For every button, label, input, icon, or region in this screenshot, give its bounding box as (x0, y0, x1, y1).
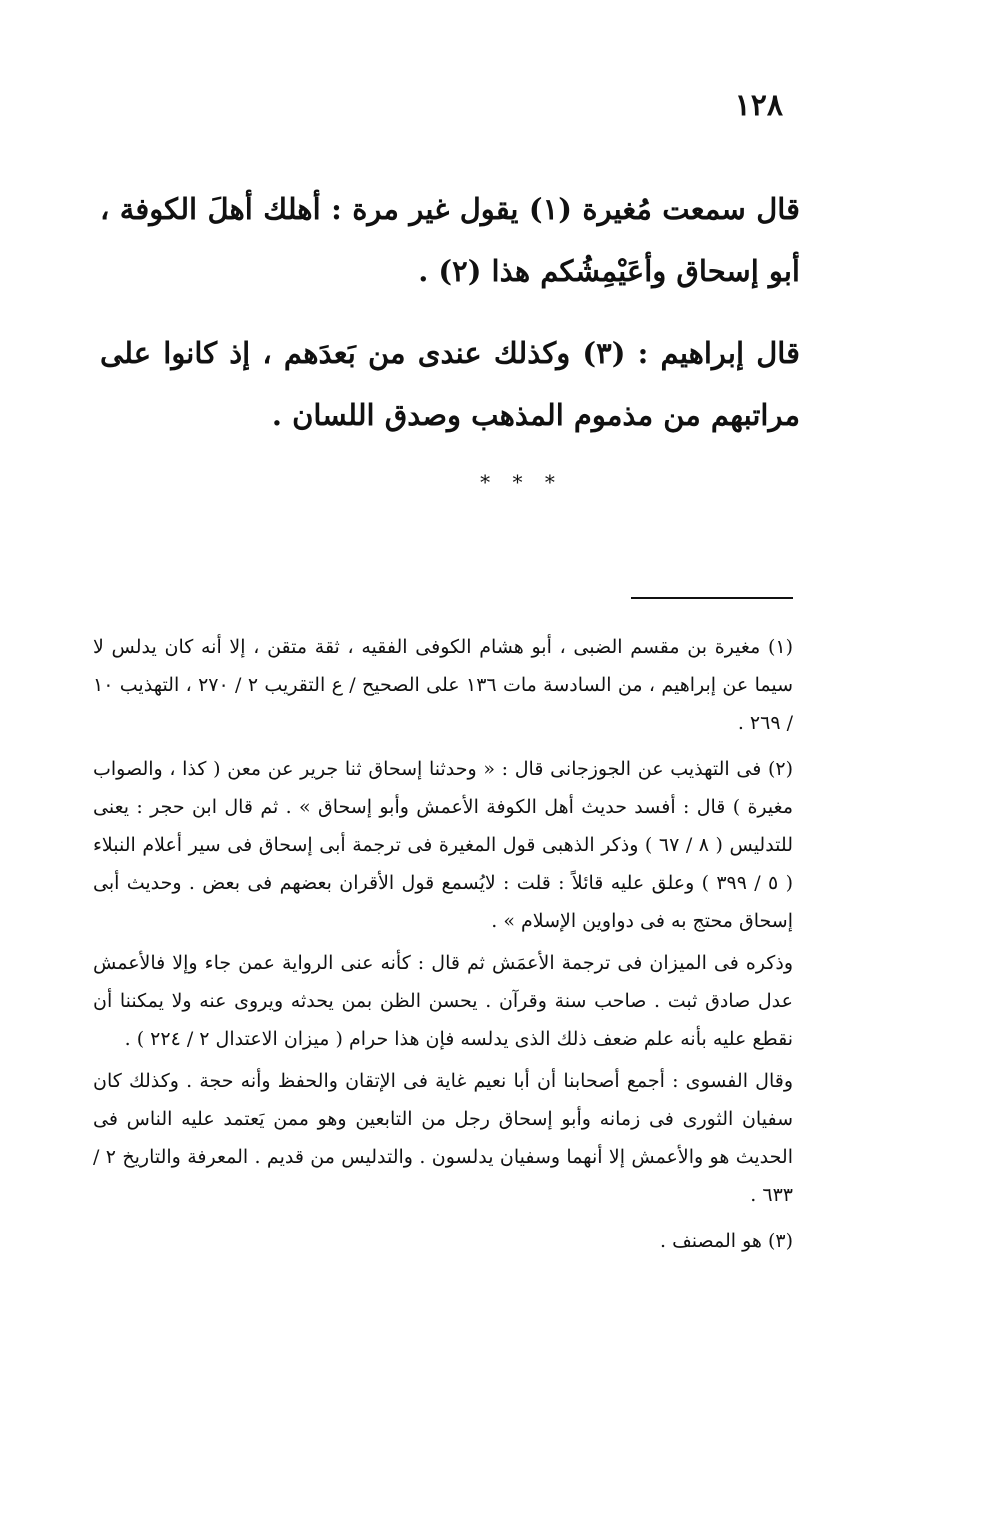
footnote-3: (٣) هو المصنف . (660, 1230, 793, 1252)
footnote-2-continuation-1: وذكره فى الميزان فى ترجمة الأعمَش ثم قال : كأنه عنى الرواية عمن جاء وإلا فالأعمش عدل صادق ثبت . صاحب سنة وقرآن . يحسن الظن بمن يحدثه ويروى عنه ولا يمكننا أن نقطع عليه بأنه علم ضعف ذلك الذى يدلسه فإن هذا حرام ( ميزان الاعتدال ٢ / ٢٢٤ ) . (93, 952, 793, 1050)
footnote-2-continuation-2: وقال الفسوى : أجمع أصحابنا أن أبا نعيم غاية فى الإتقان والحفظ وأنه حجة . وكذلك كان سفيان الثورى فى زمانه وأبو إسحاق رجل من التابعين وهو ممن يَعتمد عليه الناس فى الحديث هو والأعمش إلا أنهما وسفيان يدلسون . والتدليس من قديم . المعرفة والتاريخ ٢ / ٦٣٣ . (93, 1070, 793, 1206)
footnotes (93, 628, 793, 1268)
footnote-divider (631, 597, 793, 599)
main-paragraph-2: قال إبراهيم : (٣) وكذلك عندى من بَعدَهم ، إذ كانوا على مراتبهم من مذموم المذهب وصدق اللسان . (100, 336, 801, 432)
footnote-2: (٢) فى التهذيب عن الجوزجانى قال : « وحدثنا إسحاق ثنا جرير عن معن ( كذا ، والصواب مغيرة ) قال : أفسد حديث أهل الكوفة الأعمش وأبو إسحاق » . ثم قال ابن حجر : يعنى للتدليس ( ٨ / ٦٧ ) وذكر الذهبى قول المغيرة فى ترجمة أبى إسحاق فى سير أعلام النبلاء ( ٥ / ٣٩٩ ) وعلق عليه قائلاً : قلت : لايُسمع قول الأقران بعضهم فى بعض . وحديث أبى إسحاق محتج به فى دواوين الإسلام » . (93, 758, 794, 932)
section-separator: * * * (480, 470, 563, 494)
main-text (100, 178, 800, 466)
main-paragraph-1: قال سمعت مُغيرة (١) يقول غير مرة : أهلك أهلَ الكوفة ، أبو إسحاق وأعَيْمِشُكم هذا (٢) . (100, 192, 801, 288)
footnote-1: (١) مغيرة بن مقسم الضبى ، أبو هشام الكوفى الفقيه ، ثقة متقن ، إلا أنه كان يدلس لا سيما عن إبراهيم ، من السادسة مات ١٣٦ على الصحيح / ع التقريب ٢ / ٢٧٠ ، التهذيب ١٠ / ٢٦٩ . (93, 636, 794, 734)
page-number: ١٢٨ (734, 88, 783, 123)
